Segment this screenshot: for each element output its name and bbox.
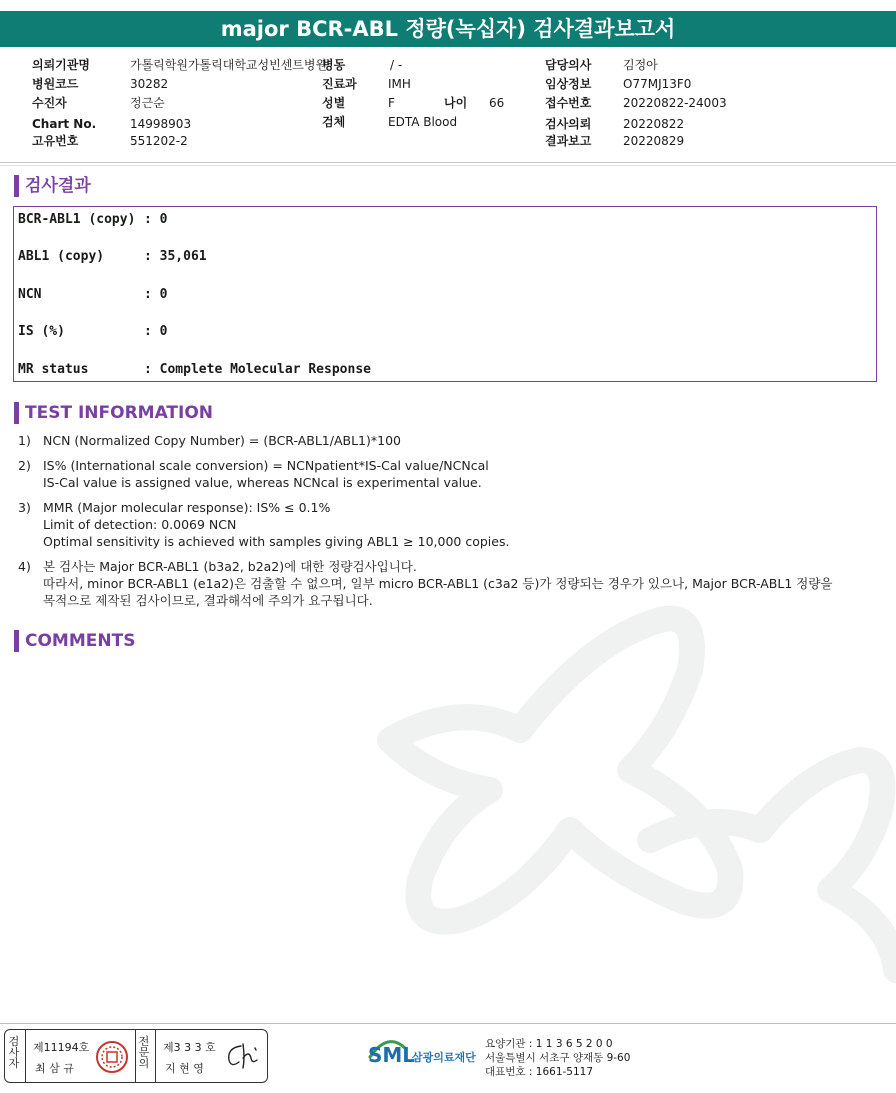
label-physician: 담당의사 (545, 58, 592, 72)
value-patient: 정근순 (130, 96, 165, 110)
value-ward: / - (390, 58, 403, 72)
test-info-line: 본 검사는 Major BCR-ABL1 (b3a2, b2a2)에 대한 정량검사입니다. (43, 559, 417, 574)
value-sex: F (388, 96, 395, 110)
result-value-ncn: : 0 (144, 287, 168, 302)
specialist-license-no: 제3 3 3 호 (163, 1041, 216, 1054)
test-info-number: 3) (18, 500, 31, 515)
test-info-number: 4) (18, 559, 31, 574)
results-box (13, 206, 877, 382)
org-address: 서울특별시 서초구 양재동 9-60 (485, 1052, 631, 1064)
result-label-is: IS (%) (18, 324, 65, 339)
test-info-line: IS-Cal value is assigned value, whereas NCNcal is experimental value. (43, 475, 482, 490)
label-report-date: 결과보고 (545, 134, 592, 148)
label-sex: 성별 (322, 96, 346, 110)
label-receipt-no: 접수번호 (545, 96, 592, 110)
test-info-number: 2) (18, 458, 31, 473)
label-patient: 수진자 (32, 96, 67, 110)
result-value-mr-status: : Complete Molecular Response (144, 362, 371, 377)
value-age: 66 (489, 96, 505, 110)
result-label-mr-status: MR status (18, 362, 89, 377)
label-requesting-institution: 의뢰기관명 (32, 58, 90, 72)
label-unique-no: 고유번호 (32, 134, 79, 148)
tester-name: 최 삼 규 (35, 1062, 74, 1075)
result-value-bcr-abl1: : 0 (144, 212, 168, 227)
test-info-line: 따라서, minor BCR-ABL1 (e1a2)은 검출할 수 없으며, 일부 micro BCR-ABL1 (c3a2 등)가 정량되는 경우가 있으나, Major BCR-ABL1 정량을 (43, 576, 833, 591)
org-name: 삼광의료재단 (412, 1051, 476, 1064)
signature-divider (25, 1030, 26, 1082)
tester-seal-icon (95, 1040, 129, 1074)
tester-vertical-label: 검사자 (8, 1035, 20, 1070)
section-header-test-information: TEST INFORMATION (14, 402, 213, 424)
label-age: 나이 (444, 96, 468, 110)
label-ward: 병동 (322, 58, 346, 72)
section-header-comments: COMMENTS (14, 630, 135, 652)
test-info-line: 목적으로 제작된 검사이므로, 결과해석에 주의가 요구됩니다. (43, 593, 373, 608)
test-info-item-2 (18, 457, 489, 491)
result-value-abl1: : 35,061 (144, 249, 207, 264)
value-physician: 김정아 (623, 58, 658, 72)
signature-divider (135, 1030, 136, 1082)
value-test-request-date: 20220822 (623, 117, 685, 131)
test-info-item-1 (18, 432, 401, 449)
header-divider-light (0, 165, 896, 166)
value-requesting-institution: 가톨릭학원가톨릭대학교성빈센트병원 (130, 58, 328, 72)
specialist-vertical-label: 전문의 (138, 1035, 150, 1070)
label-department: 진료과 (322, 77, 357, 91)
value-unique-no: 551202-2 (130, 134, 188, 148)
test-info-line: IS% (International scale conversion) = NCNpatient*IS-Cal value/NCNcal (43, 458, 489, 473)
label-chart-no: Chart No. (32, 117, 97, 131)
label-hospital-code: 병원코드 (32, 77, 79, 91)
section-header-results: 검사결과 (14, 175, 91, 197)
org-institution-code: 요양기관 : 1 1 3 6 5 2 0 0 (485, 1038, 613, 1050)
value-report-date: 20220829 (623, 134, 685, 148)
report-title: major BCR-ABL 정량(녹십자) 검사결과보고서 (0, 11, 896, 47)
signature-box (4, 1029, 268, 1083)
test-info-item-4 (18, 558, 833, 609)
value-clinical-info: O77MJ13F0 (623, 77, 692, 91)
header-divider (0, 162, 896, 163)
result-value-is: : 0 (144, 324, 168, 339)
value-receipt-no: 20220822-24003 (623, 96, 727, 110)
org-abbr: SML (368, 1043, 416, 1067)
specialist-signature-icon (223, 1040, 263, 1072)
value-department: IMH (388, 77, 411, 91)
label-specimen: 검체 (322, 115, 346, 129)
test-info-item-3 (18, 499, 509, 550)
org-phone: 대표번호 : 1661-5117 (485, 1066, 594, 1078)
label-clinical-info: 임상정보 (545, 77, 592, 91)
value-hospital-code: 30282 (130, 77, 169, 91)
result-label-abl1: ABL1 (copy) (18, 249, 105, 264)
value-chart-no: 14998903 (130, 117, 192, 131)
watermark-cross-icon (370, 580, 896, 1020)
signature-divider (155, 1030, 156, 1082)
test-info-line: Optimal sensitivity is achieved with samples giving ABL1 ≥ 10,000 copies. (43, 534, 510, 549)
test-info-line: Limit of detection: 0.0069 NCN (43, 517, 237, 532)
footer-divider (0, 1023, 896, 1024)
result-label-ncn: NCN (18, 287, 42, 302)
result-label-bcr-abl1: BCR-ABL1 (copy) (18, 212, 136, 227)
value-specimen: EDTA Blood (388, 115, 458, 129)
specialist-name: 지 현 영 (165, 1062, 204, 1075)
test-info-number: 1) (18, 433, 31, 448)
tester-license-no: 제11194호 (33, 1041, 90, 1054)
test-info-line: MMR (Major molecular response): IS% ≤ 0.1% (43, 500, 331, 515)
test-info-line: NCN (Normalized Copy Number) = (BCR-ABL1/ABL1)*100 (43, 433, 401, 448)
label-test-request-date: 검사의뢰 (545, 117, 592, 131)
